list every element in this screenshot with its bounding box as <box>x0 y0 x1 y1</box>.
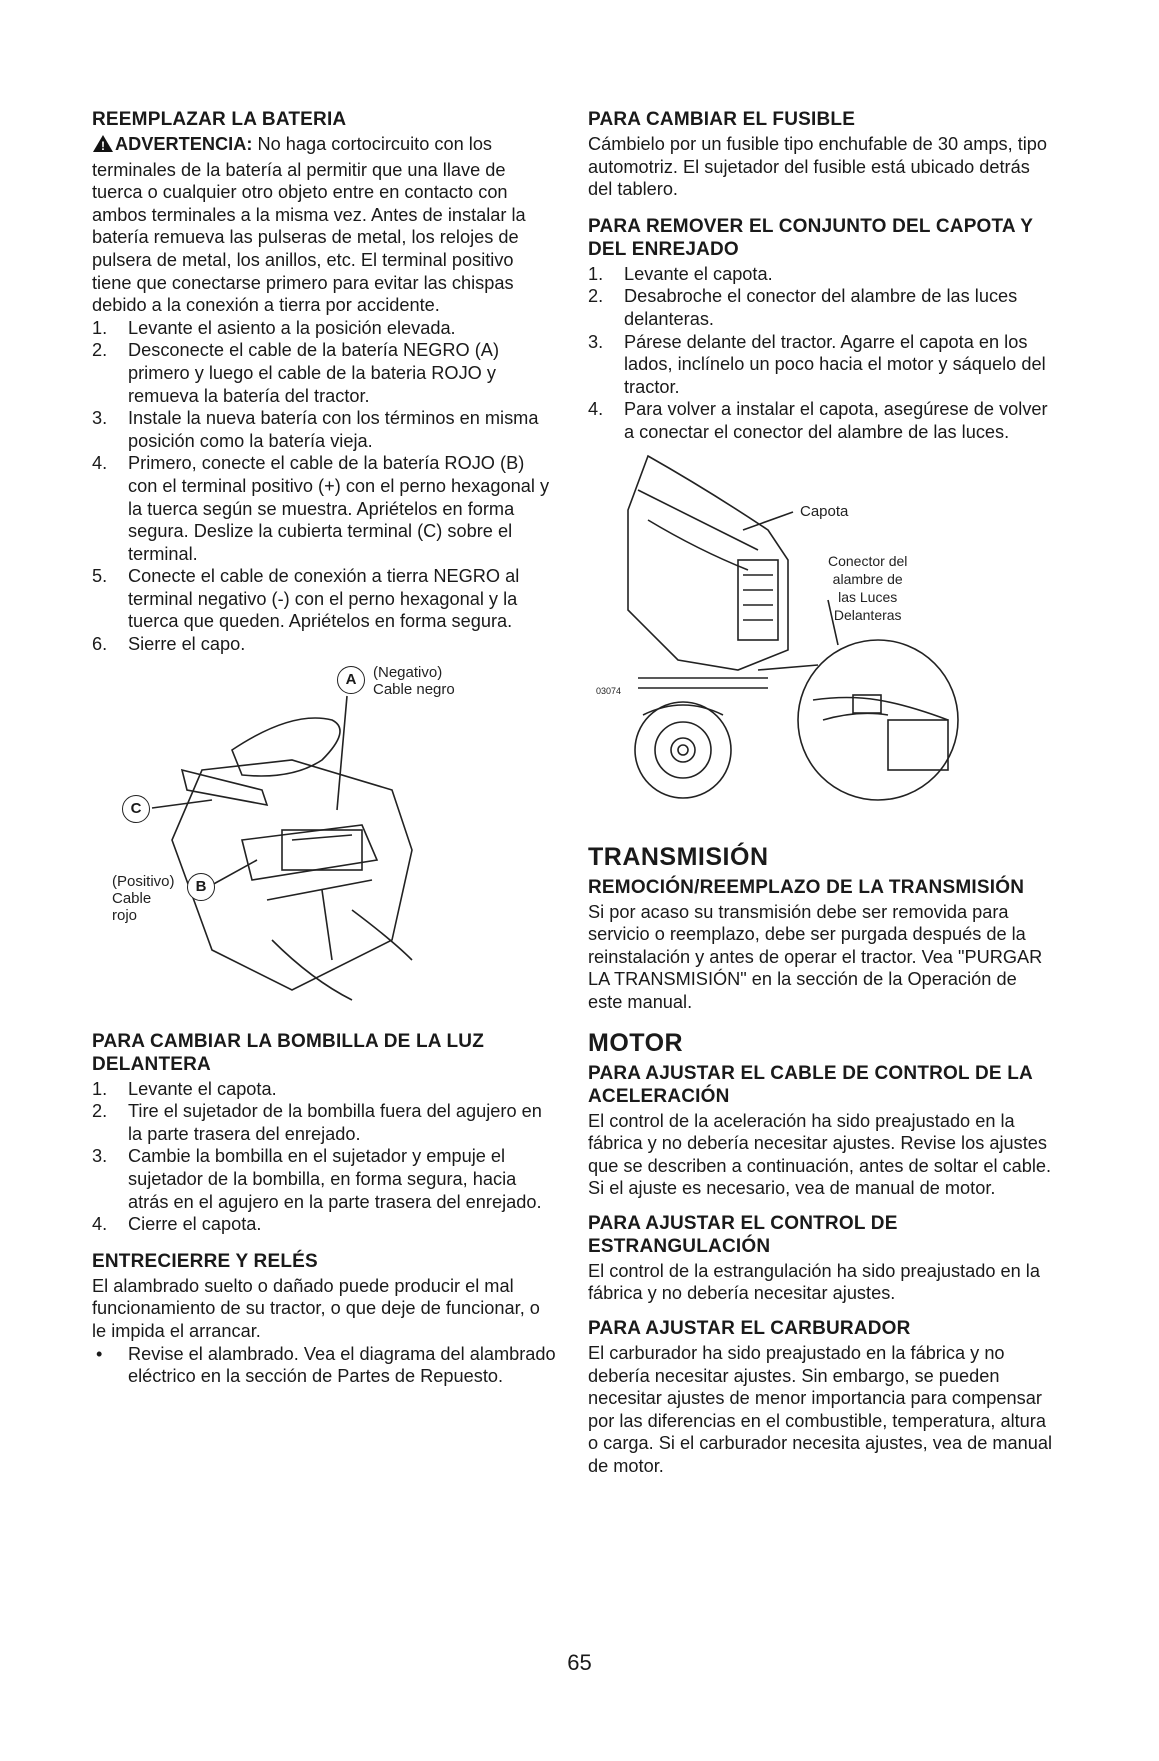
left-column <box>92 108 558 1402</box>
wiring-section <box>92 1250 558 1388</box>
label-positive: (Positivo) Cable rojo <box>112 872 175 924</box>
hood-steps <box>588 263 1054 444</box>
transmission-heading: TRANSMISIÓN <box>588 842 769 871</box>
transmission-section <box>588 842 1054 1014</box>
wiring-title: ENTRECIERRE Y RELÉS <box>92 1250 318 1272</box>
svg-text:03074: 03074 <box>596 685 622 696</box>
list-item: 3. Instale la nueva batería con los términos en misma posición como la batería vieja. <box>92 408 539 451</box>
warning-text: No haga cortocircuito con los terminales de la batería al permitir que una llave de tuerca o cualquier otro objeto entre en contacto con ambos terminales a la misma vez. Antes de instalar la batería remueva las pulseras de metal, los relojes de pulsera de metal, los anillos, etc. El terminal positivo tiene que conectarse primero para evitar las chispas debido a la conexión a tierra por accidente. <box>92 134 526 316</box>
hood-section <box>588 215 1054 828</box>
choke-text: El control de la estrangulación ha sido preajustado en la fábrica y no debería necesitar ajustes. <box>588 1260 1040 1304</box>
battery-steps <box>92 317 558 656</box>
fuse-title: PARA CAMBIAR EL FUSIBLE <box>588 109 856 130</box>
list-item: 2. Tire el sujetador de la bombilla fuera del agujero en la parte trasera del enrejado. <box>92 1101 542 1144</box>
throttle-title: PARA AJUSTAR EL CABLE DE CONTROL DE LA ACELERACIÓN <box>588 1062 1033 1107</box>
list-item: 2. Desabroche el conector del alambre de las luces delanteras. <box>588 286 1018 329</box>
fuse-text: Cámbielo por un fusible tipo enchufable de 30 amps, tipo automotriz. El sujetador del fusible está ubicado detrás del tablero. <box>588 134 1048 200</box>
label-negative: (Negativo) Cable negro <box>373 663 455 698</box>
battery-figure <box>92 660 558 1016</box>
label-capota: Capota <box>800 502 849 520</box>
hood-title: PARA REMOVER EL CONJUNTO DEL CAPOTA Y DEL ENREJADO <box>588 215 1033 260</box>
wiring-bullets <box>92 1343 558 1388</box>
warning-triangle-icon <box>92 134 114 159</box>
list-item: 2. Desconecte el cable de la batería NEGRO (A) primero y luego el cable de la bateria ROJO y remueva la batería del tractor. <box>92 340 499 406</box>
list-item: 3. Cambie la bombilla en el sujetador y empuje el sujetador de la bombilla, en forma segura, hacia atrás en el agujero en la parte trasera del enrejado. <box>92 1146 542 1212</box>
list-item: 4. Primero, conecte el cable de la batería ROJO (B) con el terminal positivo (+) con el perno hexagonal y la tuerca según se muestra. Apriételos en forma segura. Deslize la cubierta terminal (C) sobre el terminal. <box>92 453 550 564</box>
right-column <box>588 108 1054 1492</box>
list-item: 6. Sierre el capo. <box>92 634 246 655</box>
callout-b: B <box>187 873 215 901</box>
headlight-title: PARA CAMBIAR LA BOMBILLA DE LA LUZ DELANTERA <box>92 1030 485 1075</box>
headlight-steps <box>92 1078 558 1236</box>
list-item: 1. Levante el capota. <box>92 1078 277 1099</box>
throttle-text: El control de la aceleración ha sido preajustado en la fábrica y no debería necesitar ajustes. Revise los ajustes que se describen a continuación, antes de soltar el cable. Si el ajuste es necesario, vea de manual de motor. <box>588 1110 1052 1199</box>
list-item: 5. Conecte el cable de conexión a tierra NEGRO al terminal negativo (-) con el perno hexagonal y la tuerca que queden. Apriételos en forma segura. <box>92 566 520 632</box>
battery-warning <box>92 133 558 317</box>
callout-a: A <box>337 666 365 694</box>
label-connector: Conector del alambre de las Luces Delanteras <box>828 552 908 623</box>
battery-illustration <box>92 660 558 1016</box>
list-item: 4. Para volver a instalar el capota, asegúrese de volver a conectar el conector del alambre de las luces. <box>588 399 1048 442</box>
transmission-subtitle: REMOCIÓN/REEMPLAZO DE LA TRANSMISIÓN <box>588 876 1025 898</box>
callout-c: C <box>122 795 150 823</box>
fuse-section <box>588 108 1054 201</box>
motor-section <box>588 1028 1054 1478</box>
headlight-section <box>92 1030 558 1236</box>
carburetor-title: PARA AJUSTAR EL CARBURADOR <box>588 1318 911 1340</box>
choke-title: PARA AJUSTAR EL CONTROL DE ESTRANGULACIÓN <box>588 1212 898 1257</box>
svg-text:!: ! <box>101 139 105 153</box>
warning-label: ADVERTENCIA: <box>115 134 253 154</box>
list-item: 4. Cierre el capota. <box>92 1214 262 1235</box>
list-item: 3. Párese delante del tractor. Agarre el capota en los lados, inclínelo un poco hacia el motor y sáquelo del tractor. <box>588 331 1046 397</box>
carburetor-text: El carburador ha sido preajustado en la fábrica y no debería necesitar ajustes. Sin embargo, se pueden necesitar ajustes de menor importancia para compensar por las diferencias en el combustible, temperatura, altura o carga. Si el carburador necesita ajustes, vea de manual de motor. <box>588 1343 1053 1477</box>
list-item: 1. Levante el asiento a la posición elevada. <box>92 317 456 338</box>
battery-title: REEMPLAZAR LA BATERIA <box>92 109 347 130</box>
page-number: 65 <box>567 1650 592 1675</box>
wiring-text: El alambrado suelto o dañado puede producir el mal funcionamiento de su tractor, o que deje de funcionar, o le impida el arrancar. <box>92 1275 540 1341</box>
list-item: 1. Levante el capota. <box>588 263 773 284</box>
transmission-text: Si por acaso su transmisión debe ser removida para servicio o reemplazo, debe ser purgada después de la reinstalación y antes de operar el tractor. Vea "PURGAR LA TRANSMISIÓN" en la sección de la Operación de este manual. <box>588 901 1043 1012</box>
hood-figure <box>588 450 1054 828</box>
list-item: • Revise el alambrado. Vea el diagrama del alambrado eléctrico en la sección de Partes de Repuesto. <box>92 1343 558 1388</box>
battery-section <box>92 108 558 1016</box>
motor-heading: MOTOR <box>588 1028 684 1057</box>
